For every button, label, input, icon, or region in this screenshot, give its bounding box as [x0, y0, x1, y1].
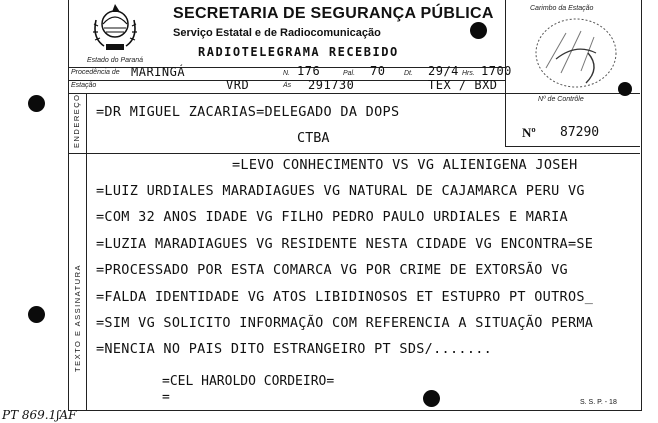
punch-hole [423, 390, 440, 407]
doc-type: RADIOTELEGRAMA RECEBIDO [198, 45, 399, 59]
form-code: S. S. P. - 18 [580, 399, 617, 406]
body-line-8: =NENCIA NO PAIS DITO ESTRANGEIRO PT SDS/....... [96, 341, 493, 357]
parana-coat-of-arms-icon [90, 2, 140, 56]
estacao-value: VRD [226, 78, 250, 92]
procedencia-label: Procedência de [71, 69, 120, 76]
hrs-value: 1700 [481, 64, 512, 78]
body-line-5: =PROCESSADO POR ESTA COMARCA VG POR CRIME DE EXTORSÃO VG [96, 262, 568, 278]
n-value: 176 [297, 64, 321, 78]
procedencia-value: MARINGÁ [131, 65, 186, 79]
signature: =CEL HAROLDO CORDEIRO= [162, 374, 335, 389]
station-stamp-icon [526, 13, 622, 95]
body-line-3: =COM 32 ANOS IDADE VG FILHO PEDRO PAULO URDIALES E MARIA [96, 209, 568, 225]
pal-label: Pal. [343, 70, 356, 77]
body-line-6: =FALDA IDENTIDADE VG ATOS LIBIDINOSOS ET ESTUPRO PT OUTROS_ [96, 289, 594, 305]
address-line-1: =DR MIGUEL ZACARIAS=DELEGADO DA DOPS [96, 104, 400, 120]
punch-hole [28, 95, 45, 112]
punch-hole [28, 306, 45, 323]
hrs-label: Hrs. [462, 70, 475, 77]
field-rule-2 [68, 93, 640, 94]
handwritten-note: PT 869.1ʃAF [2, 408, 77, 422]
header-subtitle: Serviço Estatal e de Radiocomunicação [173, 27, 381, 39]
control-number: 87290 [560, 125, 600, 140]
as-label: Às [283, 82, 292, 89]
dt-value: 29/4 [428, 64, 459, 78]
punch-hole [618, 82, 632, 96]
estacao-label: Estação [71, 82, 97, 89]
texto-assinatura-section-label: TEXTO E ASSINATURA [73, 264, 82, 372]
body-line-2: =LUIZ URDIALES MARADIAGUES VG NATURAL DE CAJAMARCA PERU VG [96, 183, 585, 199]
state-name: Estado do Paraná [87, 57, 144, 64]
body-line-7: =SIM VG SOLICITO INFORMAÇÃO COM REFERENCIA A SITUAÇÃO PERMA [96, 315, 594, 331]
stamp-label: Carimbo da Estação [530, 5, 594, 12]
n-label: N. [283, 70, 290, 77]
pal-value: 70 [370, 64, 386, 78]
control-label: Nº de Contrôle [538, 96, 584, 103]
as-value: 291730 [308, 78, 355, 92]
left-margin-rule [86, 93, 87, 410]
header-title: SECRETARIA DE SEGURANÇA PÚBLICA [173, 5, 494, 22]
body-line-4: =LUZIA MARADIAGUES VG RESIDENTE NESTA CIDADE VG ENCONTRA=SE [96, 236, 594, 252]
control-divider [505, 93, 506, 146]
address-line-2: CTBA [297, 130, 330, 146]
closing-mark: = [162, 390, 170, 405]
dt-label: Dt. [404, 70, 413, 77]
control-number-prefix: Nº [522, 125, 536, 140]
body-line-1: =LEVO CONHECIMENTO VS VG ALIENIGENA JOSEH [232, 157, 578, 173]
punch-hole [470, 22, 487, 39]
via-value: TEX / BXD [428, 78, 498, 92]
control-rule [505, 146, 640, 147]
body-rule [68, 153, 640, 154]
endereco-section-label: ENDEREÇO [72, 93, 81, 148]
